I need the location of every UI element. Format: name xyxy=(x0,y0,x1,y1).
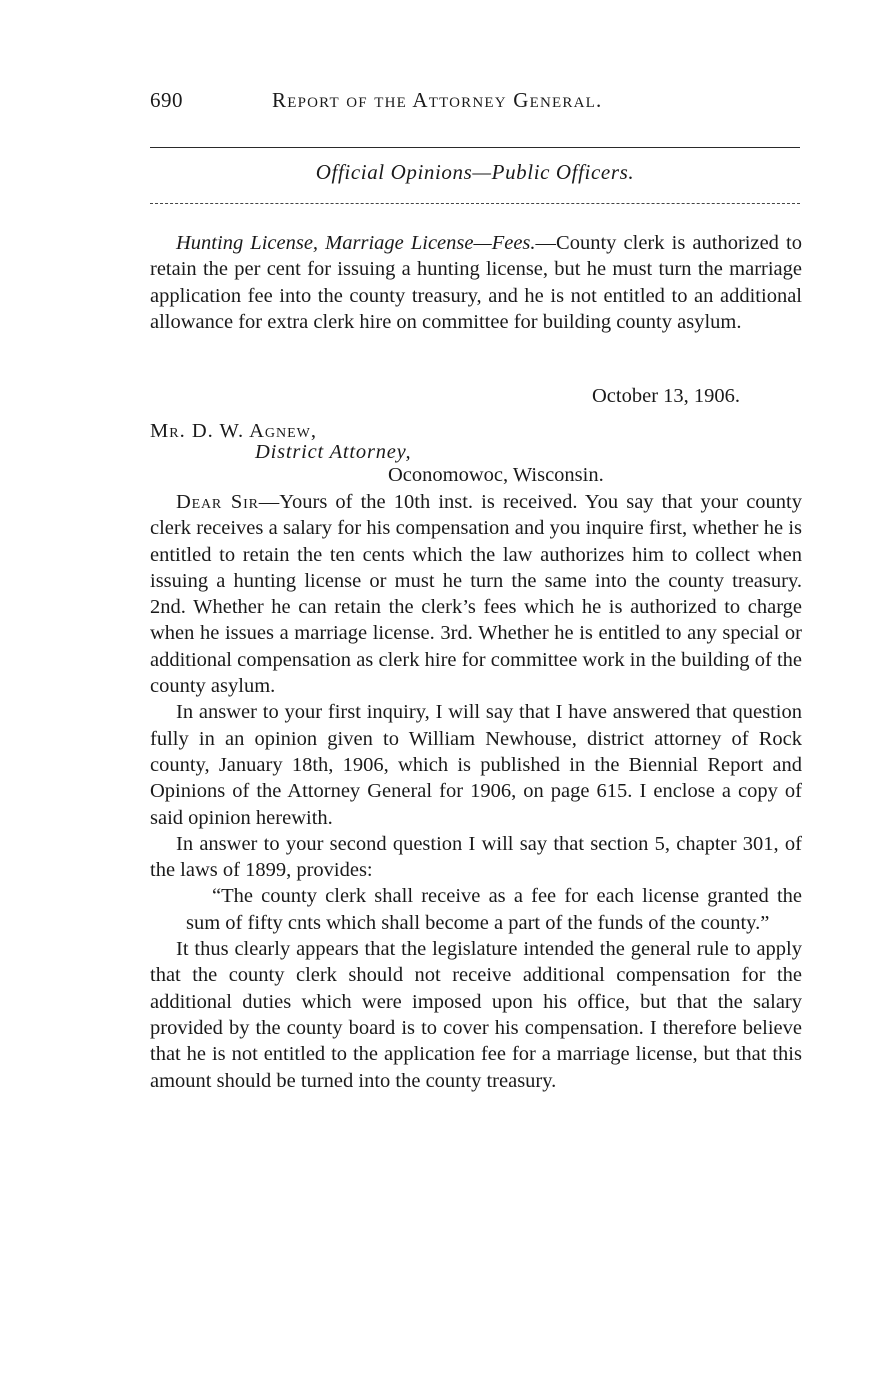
header-rule-bottom xyxy=(150,203,800,204)
headnote xyxy=(150,230,802,335)
paragraph-1 xyxy=(150,489,802,699)
addressee-name: Mr. D. W. Agnew, xyxy=(150,420,318,442)
headnote-topic: Hunting License, Marriage License—Fees. xyxy=(176,232,536,254)
section-title: Official Opinions—Public Officers. xyxy=(315,160,635,184)
letter-body xyxy=(150,489,802,1094)
salutation: Dear Sir xyxy=(176,491,259,513)
paragraph-4: It thus clearly appears that the legislature intended the general rule to apply that the county clerk should not receive additional compensation for the additional duties which were imposed upon his office, but that the salary provided by the county board is to cover his compensation. I therefore believe that he is not entitled to the application fee for a marriage license, but that this amount should be turned into the county treasury. xyxy=(150,938,802,1092)
paragraph-3: In answer to your second question I will say that section 5, chapter 301, of the laws of 1899, provides: xyxy=(150,832,802,882)
page-header xyxy=(150,88,800,118)
statute-quote: “The county clerk shall receive as a fee for each license granted the sum of fifty cnts which shall become a part of the funds of the county.” xyxy=(186,885,802,934)
paragraph-1-text: —Yours of the 10th inst. is received. You say that your county clerk receives a salary for his compensation and you inquire first, whether he is entitled to retain the ten cents which the law authorizes him to collect when issuing a hunting license or must he turn the same into the county treasury. 2nd. Whether he can retain the clerk’s fees which he is authorized to charge when he issues a marriage license. 3rd. Whether he is entitled to any special or additional compensation as clerk hire for committee work in the building of the county asylum. xyxy=(150,491,803,698)
headnote-text: —County clerk is authorized to retain the per cent for issuing a hunting license, but he must turn the marriage application fee into the county treasury, and he is not entitled to an additional allowance for extra clerk hire on committee for building county asylum. xyxy=(150,232,802,333)
letter-date: October 13, 1906. xyxy=(592,385,741,407)
addressee-title: District Attorney, xyxy=(255,441,412,463)
page-number: 690 xyxy=(150,88,183,112)
paragraph-2: In answer to your first inquiry, I will say that I have answered that question fully in an opinion given to William Newhouse, district attorney of Rock county, January 18th, 1906, which is published in the Biennial Report and Opinions of the Attorney General for 1906, on page 615. I enclose a copy of said opinion herewith. xyxy=(150,701,802,829)
running-title: Report of the Attorney General. xyxy=(272,88,603,112)
header-rule-top xyxy=(150,147,800,148)
addressee-place: Oconomowoc, Wisconsin. xyxy=(388,464,604,486)
